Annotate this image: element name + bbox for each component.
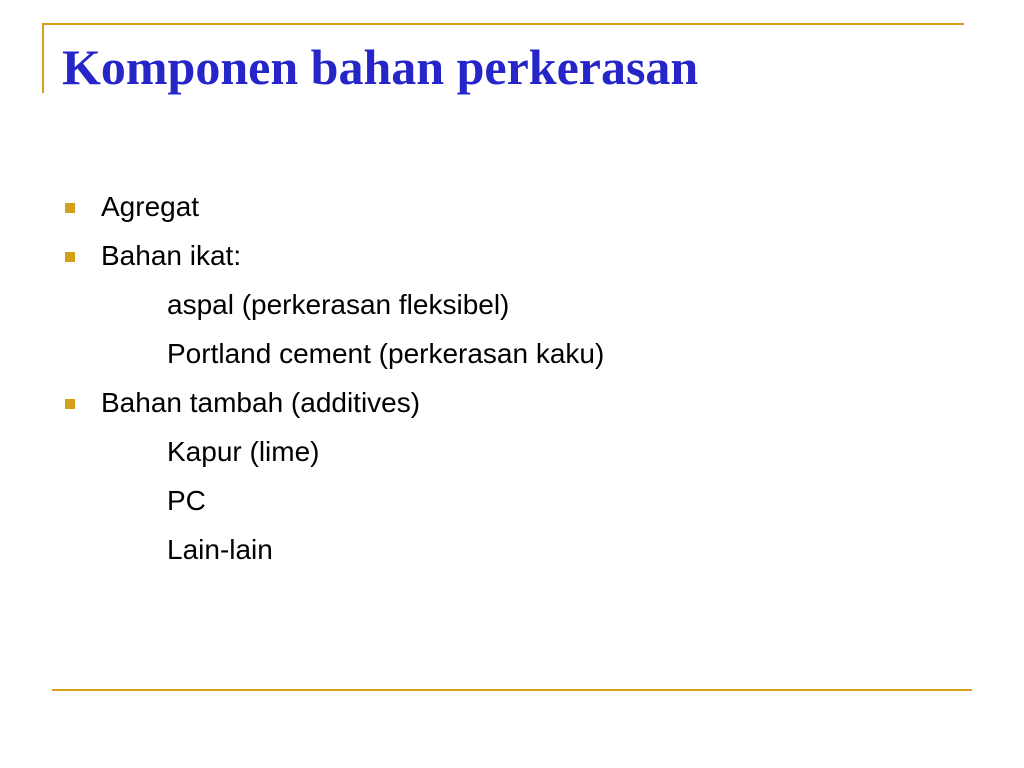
title-frame-left-rule (42, 23, 44, 93)
bullet-item-label: Agregat (101, 191, 200, 222)
square-bullet-icon (65, 252, 75, 262)
sub-item-aspal (60, 280, 960, 329)
sub-item-label: Portland cement (perkerasan kaku) (167, 338, 605, 369)
bullet-item-label: Bahan ikat: (101, 240, 242, 271)
bullet-list (60, 182, 960, 574)
sub-item-label: aspal (perkerasan fleksibel) (167, 289, 510, 320)
sub-item-kapur (60, 427, 960, 476)
sub-item-lain-lain (60, 525, 960, 574)
slide-title: Komponen bahan perkerasan (62, 39, 699, 95)
sub-item-portland-cement (60, 329, 960, 378)
square-bullet-icon (65, 203, 75, 213)
bullet-item-bahan-tambah (60, 378, 960, 427)
square-bullet-icon (65, 399, 75, 409)
sub-item-label: PC (167, 485, 206, 516)
bullet-item-agregat (60, 182, 960, 231)
bullet-item-label: Bahan tambah (additives) (101, 387, 421, 418)
title-frame-top-rule (42, 23, 964, 25)
sub-item-label: Lain-lain (167, 534, 273, 565)
sub-item-pc (60, 476, 960, 525)
sub-item-label: Kapur (lime) (167, 436, 320, 467)
bullet-item-bahan-ikat (60, 231, 960, 280)
footer-rule (52, 689, 972, 691)
